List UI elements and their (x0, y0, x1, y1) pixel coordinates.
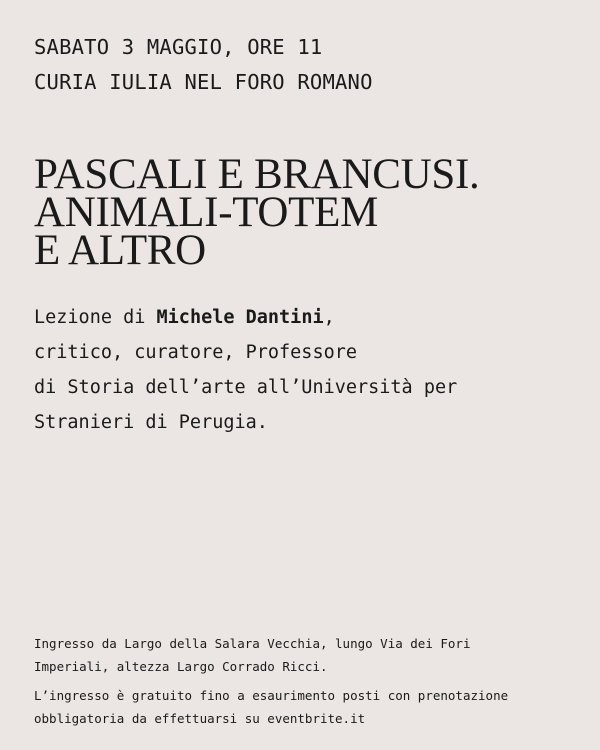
lecture-description (34, 300, 457, 440)
event-date-time: SABATO 3 MAGGIO, ORE 11 (34, 35, 323, 59)
event-header (34, 30, 373, 100)
title-line-3: E ALTRO (34, 227, 206, 274)
event-venue: CURIA IULIA NEL FORO ROMANO (34, 70, 373, 94)
booking-line-1: L’ingresso è gratuito fino a esaurimento posti con prenotazione (34, 688, 509, 703)
lecture-line-1 (34, 300, 457, 335)
footer-info (34, 626, 508, 736)
lecture-suffix: , (323, 307, 335, 328)
entrance-line-1: Ingresso da Largo della Salara Vecchia, lungo Via dei Fori (34, 636, 471, 651)
booking-line-2: obbligatoria da effettuarsi su eventbrite.it (34, 711, 366, 726)
speaker-name: Michele Dantini (156, 307, 324, 328)
event-title (34, 151, 480, 274)
title-line-1: PASCALI E BRANCUSI. (34, 151, 480, 198)
lecture-line-3: di Storia dell’arte all’Università per (34, 377, 458, 398)
lecture-line-4: Stranieri di Perugia. (34, 412, 268, 433)
title-line-2: ANIMALI-TOTEM (34, 189, 379, 236)
lecture-prefix: Lezione di (34, 307, 157, 328)
entrance-line-2: Imperiali, altezza Largo Corrado Ricci. (34, 659, 328, 674)
lecture-line-2: critico, curatore, Professore (34, 342, 358, 363)
